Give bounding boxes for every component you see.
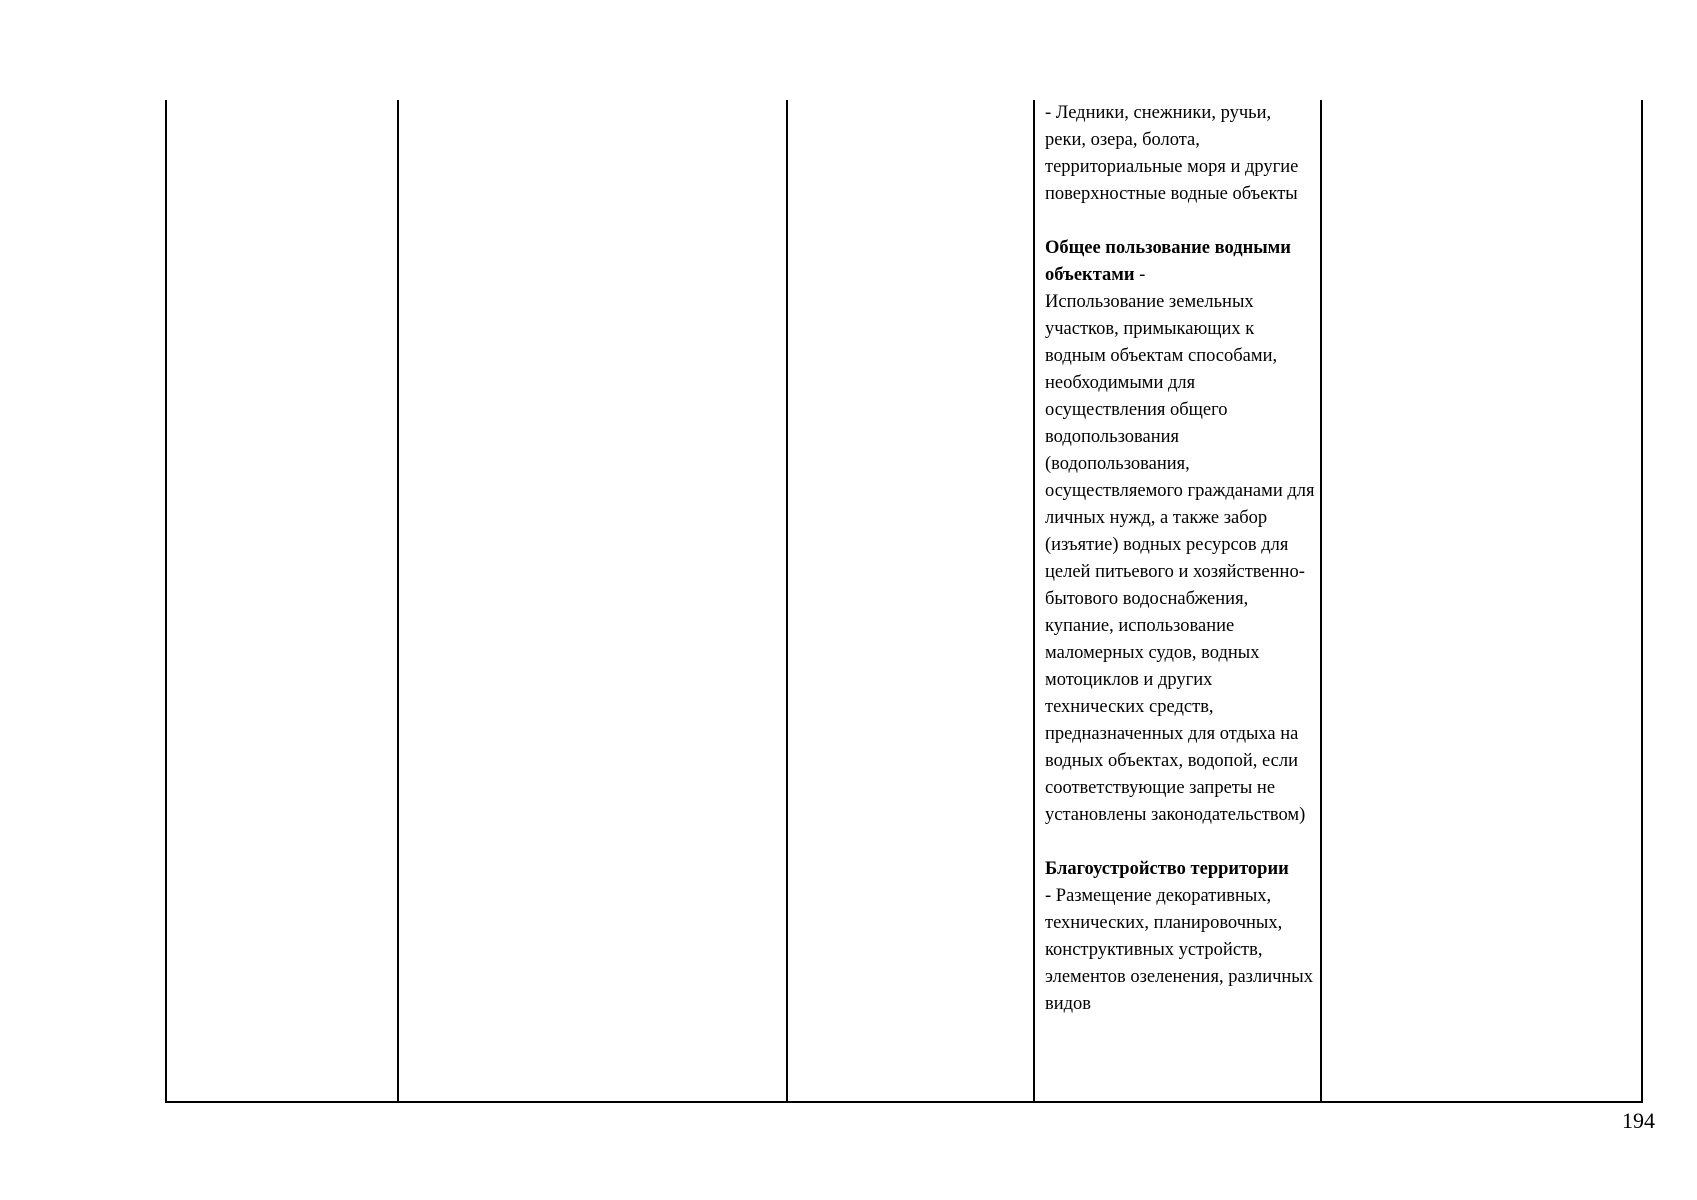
table-column-divider: [1033, 100, 1035, 1101]
page-number: 194: [1622, 1108, 1655, 1133]
table-cell-land-use-types: [1045, 100, 1315, 1101]
common-water-use-description: Использование земельных участков, примыкающих к водным объектам способами, необходимыми для осуществления общего водопользования (водопользования, осуществляемого гражданами для личных нужд, а также забор (изъятие) водных ресурсов для целей питьевого и хозяйственно-бытового водоснабжения, купание, использование маломерных судов, водных мотоциклов и других технических средств, предназначенных для отдыха на водных объектах, водопой, если соответствующие запреты не установлены законодательством): [1045, 292, 1315, 825]
territory-improvement-title-line: [1045, 856, 1315, 883]
table-border-right: [1641, 100, 1643, 1101]
common-water-use-dash: -: [1134, 265, 1146, 285]
document-table: [165, 100, 1643, 1103]
table-border-left: [165, 100, 167, 1101]
table-column-divider: [1320, 100, 1322, 1101]
table-column-divider: [786, 100, 788, 1101]
territory-improvement-description: - Размещение декоративных, технических, планировочных, конструктивных устройств, элементов озеленения, различных видов: [1045, 886, 1313, 1014]
table-column-divider: [397, 100, 399, 1101]
common-water-use-paragraph: [1045, 235, 1315, 289]
territory-improvement-title: Благоустройство территории: [1045, 859, 1289, 879]
common-water-use-title: Общее пользование водными объектами: [1045, 238, 1291, 285]
water-objects-paragraph: - Ледники, снежники, ручьи, реки, озера, болота, территориальные моря и другие поверхностные водные объекты: [1045, 103, 1299, 204]
